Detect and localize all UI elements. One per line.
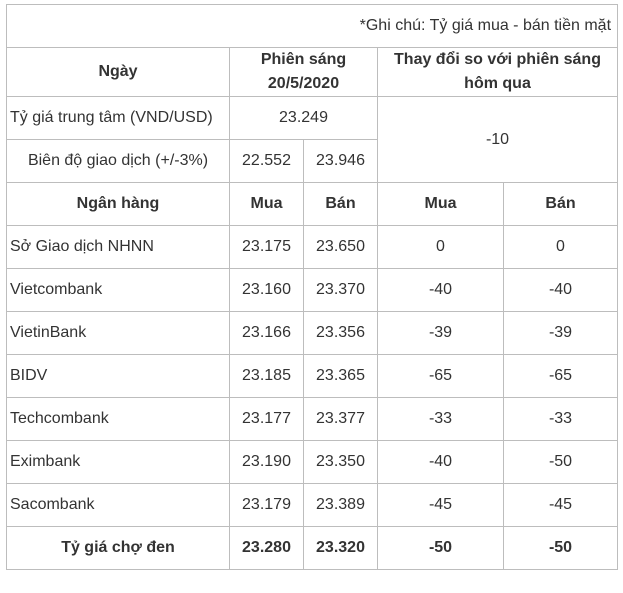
bank-sell: 23.650 xyxy=(304,226,378,269)
black-market-buy: 23.280 xyxy=(230,527,304,570)
table-row xyxy=(7,398,618,441)
bank-change-sell: -50 xyxy=(504,441,618,484)
sell-column-header: Bán xyxy=(304,183,378,226)
black-market-change-sell: -50 xyxy=(504,527,618,570)
table-row xyxy=(7,312,618,355)
bank-buy: 23.177 xyxy=(230,398,304,441)
bank-sell: 23.370 xyxy=(304,269,378,312)
bank-name: VietinBank xyxy=(7,312,230,355)
bank-buy: 23.166 xyxy=(230,312,304,355)
bank-change-sell: -39 xyxy=(504,312,618,355)
bank-change-sell: -45 xyxy=(504,484,618,527)
bank-change-buy: -65 xyxy=(378,355,504,398)
bank-change-buy: -33 xyxy=(378,398,504,441)
exchange-rate-table xyxy=(6,4,618,570)
table-row xyxy=(7,269,618,312)
band-high: 23.946 xyxy=(304,140,378,183)
note-text: *Ghi chú: Tỷ giá mua - bán tiền mặt xyxy=(7,5,618,48)
band-label: Biên độ giao dịch (+/-3%) xyxy=(7,140,230,183)
session-header-line1: Phiên sáng xyxy=(260,51,347,68)
bank-sell: 23.356 xyxy=(304,312,378,355)
session-header xyxy=(230,48,378,97)
bank-name: Techcombank xyxy=(7,398,230,441)
bank-change-sell: -33 xyxy=(504,398,618,441)
header-row xyxy=(7,48,618,97)
bank-change-sell: -40 xyxy=(504,269,618,312)
bank-change-buy: -39 xyxy=(378,312,504,355)
bank-change-buy: 0 xyxy=(378,226,504,269)
bank-buy: 23.175 xyxy=(230,226,304,269)
central-rate-change: -10 xyxy=(378,97,618,183)
table-row xyxy=(7,226,618,269)
bank-sell: 23.389 xyxy=(304,484,378,527)
black-market-change-buy: -50 xyxy=(378,527,504,570)
bank-change-buy: -40 xyxy=(378,269,504,312)
bank-name: Sacombank xyxy=(7,484,230,527)
bank-name: BIDV xyxy=(7,355,230,398)
bank-change-sell: 0 xyxy=(504,226,618,269)
bank-change-buy: -40 xyxy=(378,441,504,484)
table-row xyxy=(7,441,618,484)
band-low: 22.552 xyxy=(230,140,304,183)
buy-column-header: Mua xyxy=(230,183,304,226)
bank-column-header: Ngân hàng xyxy=(7,183,230,226)
change-sell-column-header: Bán xyxy=(504,183,618,226)
black-market-sell: 23.320 xyxy=(304,527,378,570)
bank-buy: 23.190 xyxy=(230,441,304,484)
bank-name: Sở Giao dịch NHNN xyxy=(7,226,230,269)
bank-sell: 23.350 xyxy=(304,441,378,484)
change-header-line2: hôm qua xyxy=(464,75,531,92)
session-header-date: 20/5/2020 xyxy=(267,75,340,92)
note-row xyxy=(7,5,618,48)
black-market-row xyxy=(7,527,618,570)
bank-change-sell: -65 xyxy=(504,355,618,398)
change-buy-column-header: Mua xyxy=(378,183,504,226)
bank-buy: 23.185 xyxy=(230,355,304,398)
bank-buy: 23.179 xyxy=(230,484,304,527)
black-market-label: Tỷ giá chợ đen xyxy=(7,527,230,570)
change-header xyxy=(378,48,618,97)
central-rate-row xyxy=(7,97,618,140)
bank-sell: 23.377 xyxy=(304,398,378,441)
bank-name: Vietcombank xyxy=(7,269,230,312)
table-row xyxy=(7,484,618,527)
bank-buy: 23.160 xyxy=(230,269,304,312)
central-rate-value: 23.249 xyxy=(230,97,378,140)
change-header-line1: Thay đổi so với phiên sáng xyxy=(394,51,601,68)
column-header-row xyxy=(7,183,618,226)
central-rate-label: Tỷ giá trung tâm (VND/USD) xyxy=(7,97,230,140)
bank-name: Eximbank xyxy=(7,441,230,484)
bank-sell: 23.365 xyxy=(304,355,378,398)
bank-change-buy: -45 xyxy=(378,484,504,527)
date-header: Ngày xyxy=(7,48,230,97)
table-row xyxy=(7,355,618,398)
